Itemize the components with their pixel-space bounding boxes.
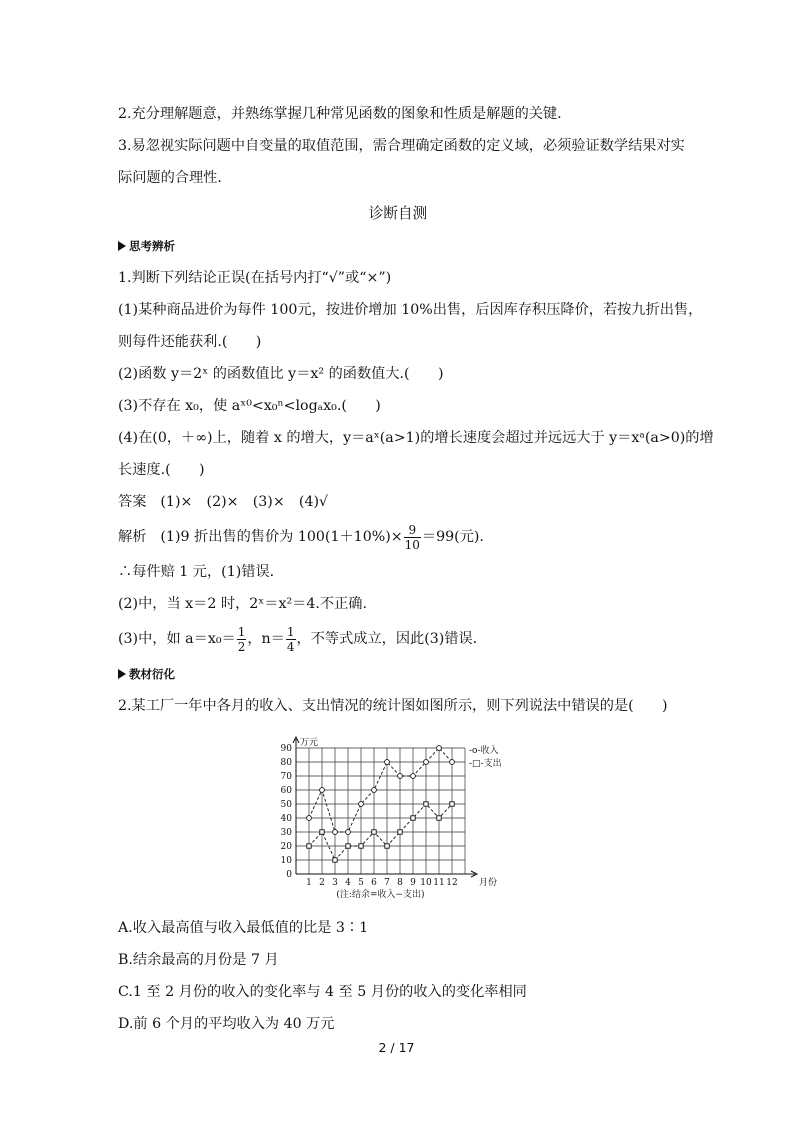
analysis-text: ＝99(元). — [421, 529, 484, 545]
x-tick-label: 9 — [410, 878, 416, 888]
x-tick-label: 2 — [319, 878, 325, 888]
data-point-expense — [372, 830, 376, 834]
data-point-expense — [450, 802, 454, 806]
question-1-stem: 1.判断下列结论正误(在括号内打“√”或“×”) — [118, 270, 392, 286]
data-point-expense — [307, 844, 311, 848]
text-line: 2.充分理解题意，并熟练掌握几种常见函数的图象和性质是解题的关键. — [118, 106, 562, 122]
data-point-expense — [437, 816, 441, 820]
page-content — [118, 98, 714, 1040]
y-tick-label: 50 — [280, 800, 292, 810]
data-point-income — [307, 816, 312, 821]
text-line: 际问题的合理性. — [118, 170, 222, 186]
data-point-income — [411, 774, 416, 779]
data-point-income — [320, 788, 325, 793]
data-point-income — [424, 760, 429, 765]
answer-label: 答案 — [118, 494, 147, 510]
x-tick-label: 7 — [384, 878, 390, 888]
x-tick-label: 5 — [358, 878, 364, 888]
data-point-expense — [385, 844, 389, 848]
triangle-marker-icon — [118, 669, 126, 679]
triangle-marker-icon — [118, 241, 126, 251]
fraction — [237, 625, 247, 654]
y-tick-label: 40 — [280, 814, 292, 824]
analysis-text: (3)中，如 a＝x₀＝ — [118, 631, 236, 647]
data-point-expense — [333, 858, 337, 862]
data-point-income — [346, 830, 351, 835]
fraction — [286, 625, 296, 654]
page-number: 2 / 17 — [378, 1040, 415, 1055]
section-label-text: 教材衍化 — [129, 667, 175, 681]
y-tick-label: 60 — [280, 786, 292, 796]
fraction — [404, 523, 421, 552]
fraction-numerator: 1 — [286, 624, 295, 639]
y-tick-label: 80 — [280, 758, 292, 768]
text-line: 3.易忽视实际问题中自变量的取值范围，需合理确定函数的定义域，必须验证数学结果对实 — [118, 138, 685, 154]
income-expense-chart — [266, 736, 506, 906]
y-tick-label: 90 — [280, 744, 292, 754]
data-point-expense — [359, 844, 363, 848]
analysis-line: (2)中，当 x＝2 时，2ˣ＝x²＝4.不正确. — [118, 596, 367, 612]
x-axis-label: 月份 — [479, 878, 498, 888]
fraction-numerator: 1 — [237, 624, 246, 639]
analysis-text: ，不等式成立，因此(3)错误. — [296, 631, 478, 647]
data-point-income — [372, 788, 377, 793]
x-tick-label: 6 — [371, 878, 377, 888]
chart-container — [118, 736, 678, 906]
option-d: D.前 6 个月的平均收入为 40 万元 — [118, 1016, 335, 1032]
y-tick-label: 70 — [280, 772, 292, 782]
analysis-label: 解析 — [118, 529, 147, 545]
question-1-item: 长速度.( ) — [118, 462, 205, 478]
data-point-income — [333, 830, 338, 835]
data-point-income — [437, 746, 442, 751]
data-point-expense — [398, 830, 402, 834]
section-label-think — [118, 234, 678, 258]
data-point-income — [398, 774, 403, 779]
data-point-income — [385, 760, 390, 765]
option-b: B.结余最高的月份是 7 月 — [118, 952, 279, 968]
fraction-numerator: 9 — [404, 523, 421, 538]
analysis-text: (1)9 折出售的售价为 100(1＋10%)× — [160, 529, 403, 545]
question-1-item: (2)函数 y＝2ˣ 的函数值比 y＝x² 的函数值大.( ) — [118, 366, 444, 382]
analysis-line — [118, 620, 678, 658]
section-label-textbook — [118, 662, 678, 686]
y-tick-label: 20 — [280, 842, 292, 852]
question-2-stem: 2.某工厂一年中各月的收入、支出情况的统计图如图所示，则下列说法中错误的是( ) — [118, 698, 668, 714]
x-tick-label: 1 — [306, 878, 312, 888]
x-tick-label: 4 — [345, 878, 351, 888]
data-point-expense — [424, 802, 428, 806]
question-1-item: (1)某种商品进价为每件 100元，按进价增加 10%出售，后因库存积压降价，若按九折出售， — [118, 302, 703, 318]
x-tick-label: 8 — [397, 878, 403, 888]
legend-expense: -□-支出 — [469, 759, 502, 769]
data-point-expense — [411, 816, 415, 820]
legend-income: -o-收入 — [469, 746, 499, 756]
question-1-item: (4)在(0，＋∞)上，随着 x 的增大，y＝aˣ(a>1)的增长速度会超过并远远大于 y＝xᵃ(a>0)的增 — [118, 430, 714, 446]
data-point-expense — [320, 830, 324, 834]
x-tick-label: 10 — [420, 878, 432, 888]
data-point-income — [450, 760, 455, 765]
question-1-item: (3)不存在 x₀，使 aˣ⁰<x₀ⁿ<logₐx₀.( ) — [118, 398, 381, 414]
option-c: C.1 至 2 月份的收入的变化率与 4 至 5 月份的收入的变化率相同 — [118, 984, 527, 1000]
fraction-denominator: 10 — [404, 537, 420, 552]
x-tick-label: 12 — [446, 878, 458, 888]
fraction-denominator: 2 — [237, 639, 246, 654]
y-tick-label: 0 — [286, 870, 292, 880]
analysis-text: ，n＝ — [247, 631, 285, 647]
fraction-denominator: 4 — [286, 639, 295, 654]
section-title: 诊断自测 — [368, 205, 428, 222]
option-a: A.收入最高值与收入最低值的比是 3∶1 — [118, 920, 369, 936]
question-1-item: 则每件还能获利.( ) — [118, 334, 262, 350]
analysis-line: ∴每件赔 1 元，(1)错误. — [118, 564, 275, 580]
answer-text: (1)× (2)× (3)× (4)√ — [160, 494, 329, 510]
y-axis-label: 万元 — [300, 738, 319, 748]
data-point-income — [359, 802, 364, 807]
data-point-expense — [346, 844, 350, 848]
section-label-text: 思考辨析 — [129, 239, 175, 253]
answer-line — [118, 486, 678, 518]
y-tick-label: 30 — [280, 828, 292, 838]
y-tick-label: 10 — [280, 856, 292, 866]
chart-note: (注:结余=收入−支出) — [336, 890, 425, 900]
analysis-line — [118, 518, 678, 556]
x-tick-label: 11 — [433, 878, 445, 888]
x-tick-label: 3 — [332, 878, 338, 888]
